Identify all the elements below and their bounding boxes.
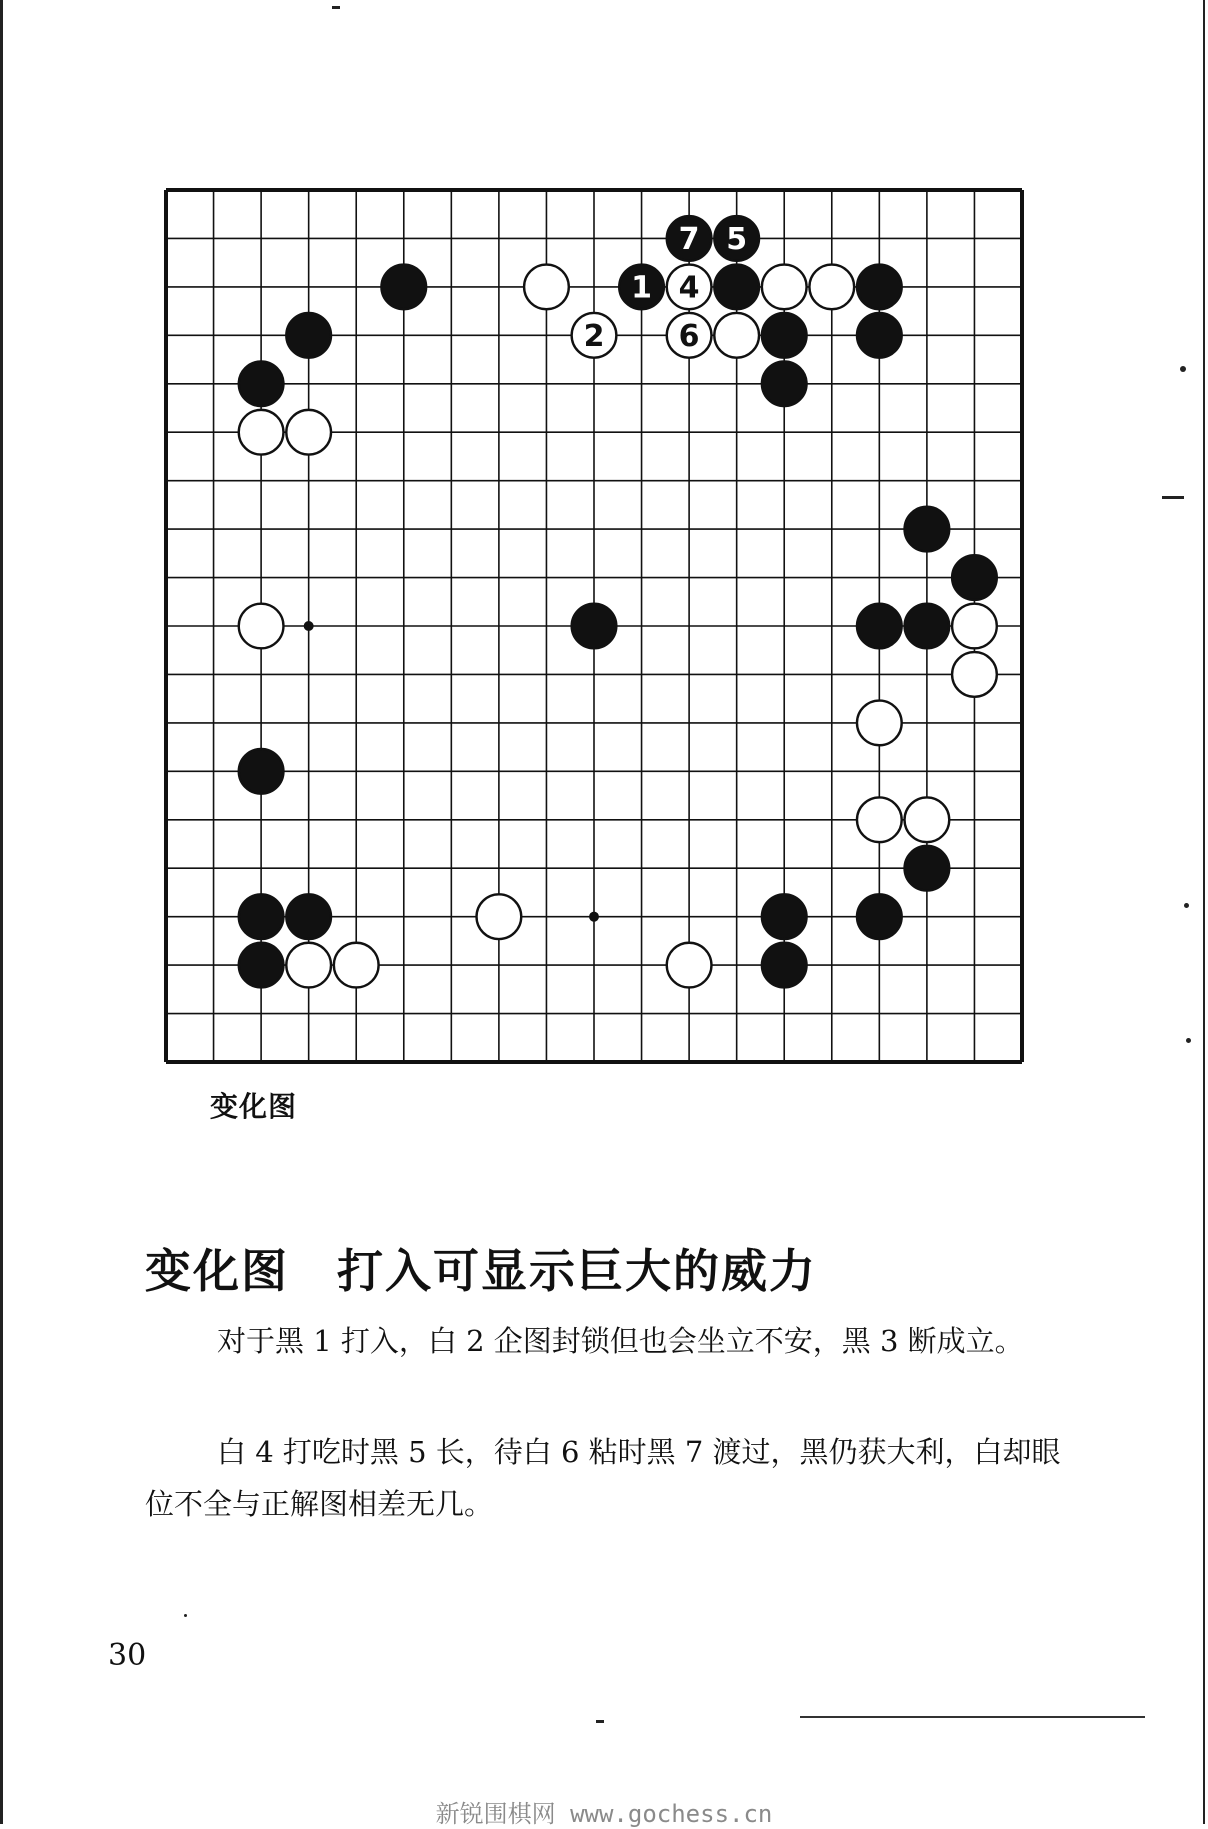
move-number: 5 <box>726 221 748 257</box>
move-number: 1 <box>631 270 652 306</box>
white-stone <box>524 265 569 310</box>
black-stone <box>952 555 997 600</box>
white-stone <box>857 797 902 842</box>
move-number: 7 <box>678 221 700 257</box>
white-stone <box>667 943 712 988</box>
black-stone <box>239 749 284 794</box>
white-stone <box>714 313 759 358</box>
white-stone <box>239 604 284 649</box>
white-stone <box>286 943 331 988</box>
black-stone <box>857 894 902 939</box>
white-stone <box>809 265 854 310</box>
white-stone <box>239 410 284 455</box>
paragraph-1 <box>145 1315 1065 1367</box>
paragraph-2-text: 白 4 打吃时黑 5 长，待白 6 粘时黑 7 渡过，黑仍获大利，白却眼位不全与正解图相差无几。 <box>145 1435 1061 1521</box>
black-stone <box>857 265 902 310</box>
white-stone <box>762 265 807 310</box>
paragraph-1-text: 对于黑 1 打入，白 2 企图封锁但也会坐立不安，黑 3 断成立。 <box>217 1324 1024 1358</box>
black-stone <box>905 846 950 891</box>
black-stone <box>286 894 331 939</box>
black-stone <box>381 265 426 310</box>
white-stone <box>334 943 379 988</box>
white-stone <box>952 604 997 649</box>
black-stone <box>239 894 284 939</box>
diagram-caption: 变化图 <box>210 1090 298 1123</box>
white-stone <box>905 797 950 842</box>
black-stone <box>239 361 284 406</box>
heading-title: 打入可显示巨大的威力 <box>337 1244 817 1298</box>
black-stone <box>239 943 284 988</box>
black-stone <box>857 313 902 358</box>
heading-label: 变化图 <box>145 1244 289 1298</box>
star-point <box>304 621 314 631</box>
black-stone <box>286 313 331 358</box>
watermark: 新锐围棋网 www.gochess.cn <box>435 1800 773 1828</box>
black-stone <box>762 313 807 358</box>
black-stone <box>762 361 807 406</box>
black-stone <box>762 894 807 939</box>
black-stone <box>714 265 759 310</box>
black-stone <box>572 604 617 649</box>
black-stone <box>905 507 950 552</box>
black-stone <box>905 604 950 649</box>
black-stone <box>762 943 807 988</box>
white-stone <box>952 652 997 697</box>
footer-rule <box>800 1716 1145 1718</box>
star-point <box>589 912 599 922</box>
paragraph-2 <box>145 1426 1065 1530</box>
black-stone <box>857 604 902 649</box>
move-number: 2 <box>583 318 605 354</box>
white-stone <box>857 701 902 746</box>
white-stone <box>286 410 331 455</box>
white-stone <box>477 894 522 939</box>
move-number: 6 <box>678 318 700 354</box>
move-number: 4 <box>678 270 700 306</box>
section-heading <box>145 1235 817 1301</box>
page-number: 30 <box>108 1638 147 1673</box>
